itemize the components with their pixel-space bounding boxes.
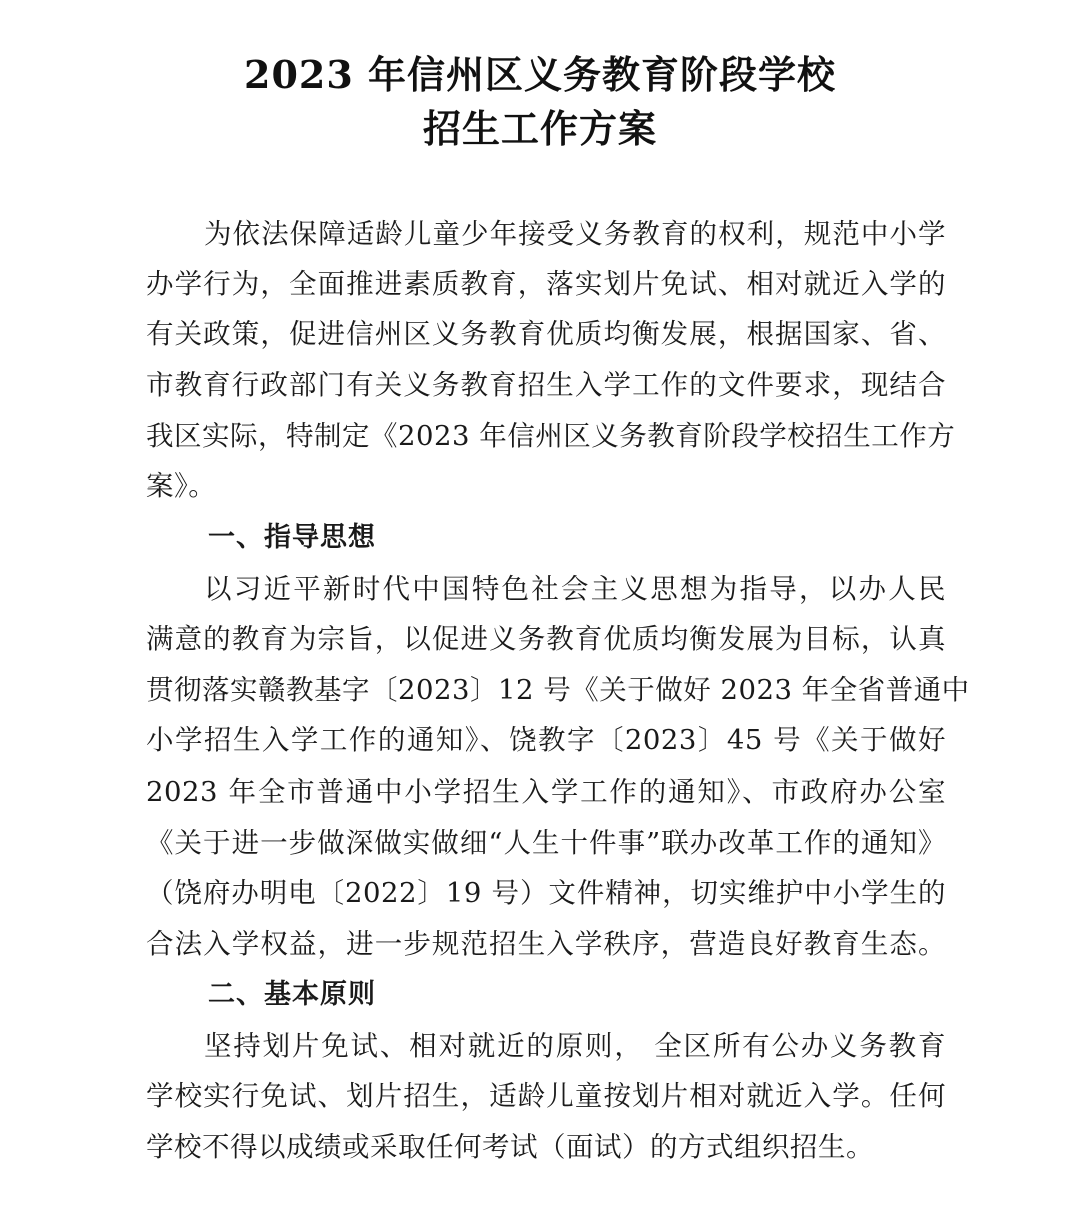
section1-line: 小学招生入学工作的通知》、饶教字〔2023〕45 号《关于做好	[146, 724, 946, 756]
section2-line: 学校实行免试、划片招生，适龄儿童按划片相对就近入学。任何	[146, 1080, 946, 1112]
intro-line: 办学行为，全面推进素质教育，落实划片免试、相对就近入学的	[146, 268, 946, 300]
section2-line: 学校不得以成绩或采取任何考试（面试）的方式组织招生。	[146, 1131, 874, 1163]
intro-line: 市教育行政部门有关义务教育招生入学工作的文件要求，现结合	[146, 369, 946, 401]
intro-line: 有关政策，促进信州区义务教育优质均衡发展，根据国家、省、	[146, 318, 946, 350]
section1-line: 《关于进一步做深做实做细“人生十件事”联办改革工作的通知》	[146, 827, 946, 859]
section1-line: 贯彻落实赣教基字〔2023〕12 号《关于做好 2023 年全省普通中	[146, 674, 970, 706]
section1-line: 以习近平新时代中国特色社会主义思想为指导，以办人民	[204, 573, 946, 605]
intro-line: 为依法保障适龄儿童少年接受义务教育的权利，规范中小学	[204, 218, 946, 250]
section-heading-basic-principles: 二、基本原则	[208, 979, 376, 1010]
document-title-line-2: 招生工作方案	[422, 106, 657, 151]
section1-line: 2023 年全市普通中小学招生入学工作的通知》、市政府办公室	[146, 776, 946, 808]
section-heading-guiding-ideology: 一、指导思想	[208, 522, 376, 553]
document-title-line-1: 2023 年信州区义务教育阶段学校	[244, 52, 836, 97]
section1-line: 满意的教育为宗旨，以促进义务教育优质均衡发展为目标，认真	[146, 623, 946, 655]
intro-line: 我区实际，特制定《2023 年信州区义务教育阶段学校招生工作方	[146, 420, 956, 452]
intro-line: 案》。	[146, 470, 217, 502]
section1-line: 合法入学权益，进一步规范招生入学秩序，营造良好教育生态。	[146, 928, 946, 960]
section2-line: 坚持划片免试、相对就近的原则， 全区所有公办义务教育	[204, 1030, 946, 1062]
section1-line: （饶府办明电〔2022〕19 号）文件精神，切实维护中小学生的	[146, 877, 946, 909]
